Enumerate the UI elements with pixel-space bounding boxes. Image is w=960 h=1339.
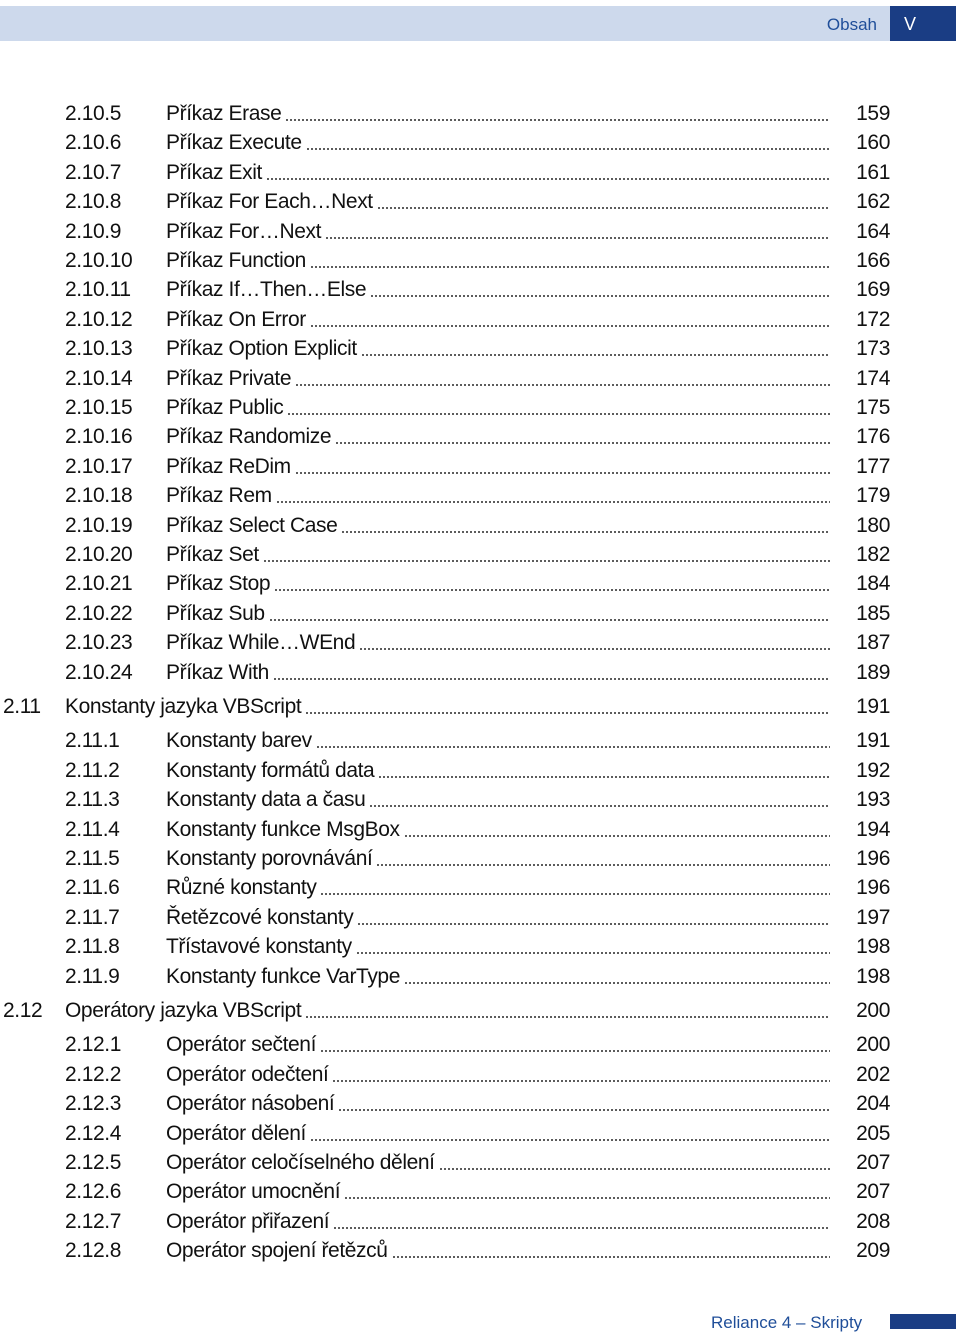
dot-leader — [295, 384, 830, 386]
toc-entry-title: Řetězcové konstanty — [166, 905, 354, 929]
toc-entry[interactable] — [0, 452, 960, 482]
toc-entry-number: 2.12.2 — [65, 1062, 121, 1086]
dot-leader — [287, 413, 830, 415]
toc-entry-page: 208 — [856, 1209, 890, 1233]
toc-entry-page: 184 — [856, 572, 890, 596]
toc-entry[interactable] — [0, 246, 960, 276]
toc-entry-title: Konstanty funkce MsgBox — [166, 817, 400, 841]
dot-leader — [376, 864, 830, 866]
dot-leader — [344, 1197, 830, 1199]
dot-leader — [377, 207, 830, 209]
toc-entry[interactable] — [0, 1177, 960, 1207]
toc-entry-page: 191 — [856, 695, 890, 718]
footer-text: Reliance 4 – Skripty — [711, 1313, 863, 1332]
toc-entry-number: 2.10.6 — [65, 131, 121, 155]
dot-leader — [285, 119, 830, 121]
toc-entry-title: Příkaz Function — [166, 249, 306, 272]
toc-entry-title: Příkaz With — [166, 660, 269, 684]
toc-entry-title: Operátor spojení řetězců — [166, 1239, 388, 1263]
toc-entry-number: 2.12.4 — [65, 1121, 121, 1145]
footer-bar — [890, 1314, 956, 1329]
toc-entry-number: 2.10.7 — [65, 160, 121, 184]
toc-entry-title: Konstanty funkce VarType — [166, 964, 400, 988]
toc-entry-page: 197 — [856, 905, 890, 929]
dot-leader — [404, 982, 830, 984]
toc-entry-title: Konstanty porovnávání — [166, 847, 373, 870]
dot-leader — [361, 354, 830, 356]
toc-entry-number: 2.11.5 — [65, 847, 120, 870]
dot-leader — [276, 501, 830, 503]
toc-entry-title: Operátor umocnění — [166, 1180, 341, 1204]
toc-entry-title: Třístavové konstanty — [166, 935, 352, 959]
toc-entry[interactable] — [0, 628, 960, 658]
dot-leader — [310, 325, 830, 327]
toc-entry[interactable] — [0, 364, 960, 394]
dot-leader — [320, 1050, 830, 1052]
toc-entry-title: Konstanty jazyka VBScript — [65, 695, 302, 718]
toc-entry[interactable] — [0, 1089, 960, 1119]
toc-entry-page: 159 — [856, 102, 890, 125]
toc-entry[interactable] — [0, 1236, 960, 1266]
toc-entry-page: 198 — [856, 964, 890, 988]
toc-entry[interactable] — [0, 903, 960, 933]
toc-entry-title: Příkaz For…Next — [166, 219, 322, 243]
toc-entry[interactable] — [0, 334, 960, 364]
toc-entry-title: Operátory jazyka VBScript — [65, 999, 302, 1022]
toc-entry[interactable] — [0, 393, 960, 423]
toc-entry-number: 2.10.10 — [65, 249, 133, 272]
toc-entry-number: 2.10.22 — [65, 601, 133, 625]
toc-entry-number: 2.12.7 — [65, 1209, 121, 1233]
toc-entry[interactable] — [0, 844, 960, 874]
toc-entry-page: 162 — [856, 190, 890, 214]
toc-entry-number: 2.10.15 — [65, 396, 133, 419]
toc-entry[interactable] — [0, 511, 960, 541]
toc-entry[interactable] — [0, 873, 960, 903]
toc-entry-number: 2.10.20 — [65, 543, 133, 566]
toc-entry-number: 2.11 — [3, 695, 41, 718]
toc-entry[interactable] — [0, 217, 960, 247]
toc-entry[interactable] — [0, 996, 960, 1026]
toc-entry[interactable] — [0, 305, 960, 335]
toc-entry-title: Příkaz Public — [166, 396, 284, 419]
dot-leader — [359, 648, 830, 650]
dot-leader — [378, 776, 830, 778]
dot-leader — [320, 893, 830, 895]
toc-entry-page: 176 — [856, 425, 890, 449]
toc-entry-title: Příkaz Randomize — [166, 425, 332, 449]
toc-entry-title: Příkaz Option Explicit — [166, 337, 357, 361]
toc-entry-title: Příkaz While…WEnd — [166, 631, 356, 655]
toc-entry-title: Operátor sečtení — [166, 1033, 317, 1057]
dot-leader — [305, 1016, 830, 1018]
toc-entry-number: 2.10.16 — [65, 425, 133, 449]
toc-entry-page: 164 — [856, 219, 890, 243]
toc-entry-page: 174 — [856, 366, 890, 390]
toc-entry-page: 196 — [856, 847, 890, 870]
toc-entry-page: 202 — [856, 1062, 890, 1086]
dot-leader — [356, 952, 830, 954]
dot-leader — [266, 178, 830, 180]
toc-entry-number: 2.10.8 — [65, 190, 121, 214]
dot-leader — [273, 678, 830, 680]
toc-entry[interactable] — [0, 932, 960, 962]
toc-entry-number: 2.10.18 — [65, 484, 133, 508]
toc-entry-number: 2.10.21 — [65, 572, 133, 596]
dot-leader — [316, 746, 830, 748]
dot-leader — [295, 472, 830, 474]
dot-leader — [306, 148, 830, 150]
toc-entry-number: 2.12.3 — [65, 1092, 121, 1116]
toc-entry-page: 160 — [856, 131, 890, 155]
dot-leader — [325, 237, 830, 239]
toc-entry-number: 2.11.8 — [65, 935, 120, 959]
toc-entry-page: 198 — [856, 935, 890, 959]
toc-entry-page: 196 — [856, 876, 890, 900]
toc-entry-page: 207 — [856, 1151, 890, 1174]
toc-entry-number: 2.11.6 — [65, 876, 120, 900]
toc-entry[interactable] — [0, 1148, 960, 1178]
toc-entry-page: 193 — [856, 788, 890, 812]
toc-entry-title: Operátor celočíselného dělení — [166, 1151, 435, 1174]
toc-entry-page: 209 — [856, 1239, 890, 1263]
toc-entry-page: 172 — [856, 307, 890, 331]
toc-entry[interactable] — [0, 422, 960, 452]
dot-leader — [310, 1139, 830, 1141]
toc-entry-title: Konstanty barev — [166, 729, 312, 753]
toc-entry-page: 175 — [856, 396, 890, 419]
toc-entry-page: 207 — [856, 1180, 890, 1204]
toc-entry[interactable] — [0, 692, 960, 722]
dot-leader — [310, 266, 830, 268]
toc-entry[interactable] — [0, 815, 960, 845]
toc-entry[interactable] — [0, 275, 960, 305]
dot-leader — [335, 442, 830, 444]
toc-entry[interactable] — [0, 785, 960, 815]
toc-entry-page: 179 — [856, 484, 890, 508]
toc-entry-title: Příkaz ReDim — [166, 454, 291, 478]
toc-entry[interactable] — [0, 726, 960, 756]
toc-entry-title: Operátor násobení — [166, 1092, 335, 1116]
toc-entry-page: 185 — [856, 601, 890, 625]
toc-entry-title: Operátor odečtení — [166, 1062, 329, 1086]
toc-entry-title: Operátor dělení — [166, 1121, 306, 1145]
dot-leader — [338, 1109, 830, 1111]
toc-entry[interactable] — [0, 962, 960, 992]
toc-entry-number: 2.12.5 — [65, 1151, 121, 1174]
toc-entry-page: 177 — [856, 454, 890, 478]
toc-entry-page: 180 — [856, 513, 890, 537]
toc-entry-title: Příkaz Rem — [166, 484, 272, 508]
toc-entry-number: 2.10.19 — [65, 513, 133, 537]
toc-entry-number: 2.10.9 — [65, 219, 121, 243]
toc-entry[interactable] — [0, 1119, 960, 1149]
toc-entry-title: Příkaz Execute — [166, 131, 302, 155]
toc-entry-title: Příkaz Erase — [166, 102, 282, 125]
dot-leader — [305, 712, 830, 714]
toc-entry-title: Příkaz Stop — [166, 572, 271, 596]
dot-leader — [404, 835, 830, 837]
toc-entry-page: 173 — [856, 337, 890, 361]
dot-leader — [341, 531, 830, 533]
dot-leader — [263, 560, 830, 562]
toc-entry-page: 169 — [856, 278, 890, 302]
toc-entry[interactable] — [0, 658, 960, 688]
dot-leader — [269, 619, 830, 621]
toc-entry-number: 2.10.24 — [65, 660, 133, 684]
dot-leader — [370, 295, 830, 297]
toc-entry[interactable] — [0, 569, 960, 599]
toc-entry-title: Příkaz Set — [166, 543, 259, 566]
toc-entry-page: 200 — [856, 999, 890, 1022]
toc-entry-page: 187 — [856, 631, 890, 655]
toc-entry-title: Příkaz Select Case — [166, 513, 338, 537]
toc-entry-page: 192 — [856, 758, 890, 782]
toc-entry[interactable] — [0, 1207, 960, 1237]
toc-entry[interactable] — [0, 128, 960, 158]
toc-entry-number: 2.10.5 — [65, 102, 121, 125]
dot-leader — [357, 923, 830, 925]
toc-entry-number: 2.11.4 — [65, 817, 120, 841]
toc-entry-number: 2.10.17 — [65, 454, 133, 478]
toc-entry-number: 2.10.11 — [65, 278, 131, 302]
toc-entry-page: 205 — [856, 1121, 890, 1145]
toc-entry[interactable] — [0, 1030, 960, 1060]
toc-entry-number: 2.12.8 — [65, 1239, 121, 1263]
header-title: Obsah — [826, 15, 877, 34]
toc-entry-number: 2.10.12 — [65, 307, 133, 331]
toc-entry[interactable] — [0, 481, 960, 511]
toc-entry-number: 2.12.1 — [65, 1033, 121, 1057]
toc-entry-number: 2.10.23 — [65, 631, 133, 655]
toc-entry[interactable] — [0, 1060, 960, 1090]
toc-entry[interactable] — [0, 540, 960, 570]
header-page-number: V — [890, 6, 956, 41]
toc-entry[interactable] — [0, 99, 960, 129]
toc-entry[interactable] — [0, 599, 960, 629]
toc-entry-page: 204 — [856, 1092, 890, 1116]
toc-entry-number: 2.11.3 — [65, 788, 120, 812]
toc-entry-page: 194 — [856, 817, 890, 841]
header-bar — [0, 6, 956, 41]
toc-entry-title: Příkaz Exit — [166, 160, 262, 184]
toc-entry-page: 189 — [856, 660, 890, 684]
toc-entry-number: 2.12.6 — [65, 1180, 121, 1204]
toc-entry-title: Různé konstanty — [166, 876, 317, 900]
toc-entry[interactable] — [0, 158, 960, 188]
toc-entry-page: 166 — [856, 249, 890, 272]
toc-entry-number: 2.11.9 — [65, 964, 120, 988]
dot-leader — [274, 589, 830, 591]
toc-entry-number: 2.10.13 — [65, 337, 133, 361]
toc-entry-title: Příkaz Private — [166, 366, 292, 390]
toc-entry-page: 200 — [856, 1033, 890, 1057]
toc-entry-title: Příkaz On Error — [166, 307, 306, 331]
toc-entry-page: 182 — [856, 543, 890, 566]
dot-leader — [332, 1080, 830, 1082]
toc-entry[interactable] — [0, 187, 960, 217]
toc-entry-title: Operátor přiřazení — [166, 1209, 330, 1233]
toc-entry-title: Konstanty data a času — [166, 788, 366, 812]
dot-leader — [369, 805, 830, 807]
toc-entry-number: 2.12 — [3, 999, 43, 1022]
toc-entry-number: 2.10.14 — [65, 366, 133, 390]
toc-entry-title: Příkaz For Each…Next — [166, 190, 373, 214]
dot-leader — [439, 1168, 830, 1170]
toc-entry-number: 2.11.1 — [65, 729, 120, 753]
dot-leader — [392, 1256, 830, 1258]
toc-entry-title: Příkaz If…Then…Else — [166, 278, 367, 302]
toc-entry-page: 191 — [856, 729, 890, 753]
toc-entry-title: Konstanty formátů data — [166, 758, 375, 782]
toc-entry-number: 2.11.2 — [65, 758, 120, 782]
toc-entry-page: 161 — [856, 160, 890, 184]
dot-leader — [333, 1227, 830, 1229]
toc-entry[interactable] — [0, 756, 960, 786]
toc-entry-number: 2.11.7 — [65, 905, 120, 929]
toc-entry-title: Příkaz Sub — [166, 601, 265, 625]
